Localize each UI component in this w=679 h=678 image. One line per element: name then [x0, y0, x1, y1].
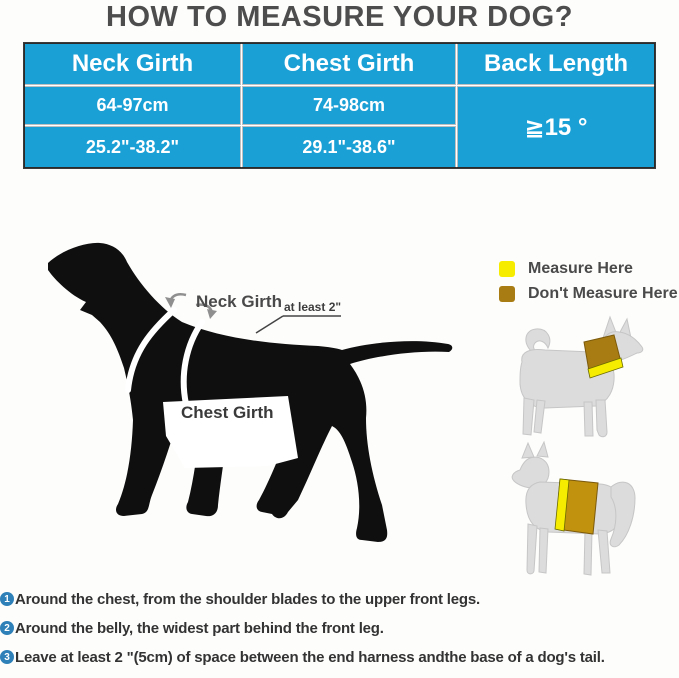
small-dog2-leg: [539, 528, 548, 573]
instruction-text: Around the chest, from the shoulder blades to the upper front legs.: [15, 590, 480, 608]
instruction-number-badge: 1: [0, 592, 14, 606]
measure-here-swatch-icon: [499, 261, 515, 277]
chest-girth-header: Chest Girth: [243, 44, 455, 84]
instruction-text: Leave at least 2 "(5cm) of space between the end harness andthe base of a dog's tail.: [15, 648, 605, 666]
measure-legend: [499, 260, 678, 310]
clearance-note-label: at least 2": [284, 300, 342, 314]
small-dog1-leg: [523, 398, 534, 435]
legend-row-measure: [499, 260, 678, 278]
page-title: HOW TO MEASURE YOUR DOG?: [106, 1, 573, 33]
instruction-item: [0, 620, 679, 636]
chest-girth-cm: 74-98cm: [243, 87, 455, 124]
instruction-item: [0, 649, 679, 665]
neck-girth-cm: 64-97cm: [25, 87, 240, 124]
back-length-header: Back Length: [458, 44, 654, 84]
dont-measure-here-swatch-icon: [499, 286, 515, 302]
size-table: [23, 42, 656, 169]
instruction-number-badge: 2: [0, 621, 14, 635]
small-dog-chest-example: [512, 442, 635, 575]
small-dog2-leg: [584, 530, 592, 575]
chest-girth-label: Chest Girth: [181, 403, 274, 422]
small-dog2-leg: [527, 524, 537, 574]
small-dog1-leg: [584, 402, 593, 436]
chest-girth-inches: 29.1"-38.6": [243, 127, 455, 167]
measure-here-label: Measure Here: [528, 260, 633, 277]
neck-girth-header: Neck Girth: [25, 44, 240, 84]
small-dog1-leg: [596, 400, 607, 437]
clearance-leader-line: [256, 316, 341, 333]
legend-row-dont-measure: [499, 285, 678, 303]
small-dog2-ear-icon: [522, 443, 534, 458]
dont-measure-here-label: Don't Measure Here: [528, 285, 678, 302]
small-dog2-leg: [598, 530, 610, 573]
neck-girth-label: Neck Girth: [196, 292, 282, 311]
instruction-item: [0, 591, 679, 607]
instruction-list: [0, 591, 679, 678]
back-length-value: ≧15 °: [458, 87, 654, 167]
neck-girth-inches: 25.2"-38.2": [25, 127, 240, 167]
small-dog-neck-example: [520, 317, 643, 437]
instruction-number-badge: 3: [0, 650, 14, 664]
small-dog2-ear-icon: [537, 442, 548, 457]
main-dog-silhouette: [48, 243, 452, 542]
instruction-text: Around the belly, the widest part behind the front leg.: [15, 619, 384, 637]
